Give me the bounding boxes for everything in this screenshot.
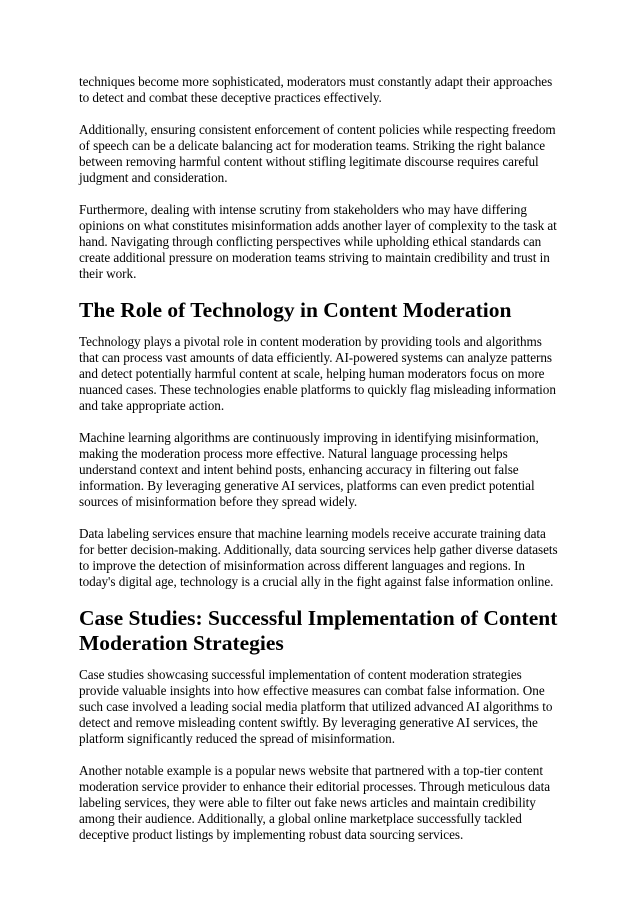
paragraph-technology-role: Technology plays a pivotal role in content moderation by providing tools and algorithms that can process vast amounts of data efficiently. AI-powered systems can analyze patterns and detect potentially harmful content at scale, helping human moderators focus on more nuanced cases. These technologies enable platforms to quickly flag misleading information and take appropriate action.	[79, 334, 556, 413]
paragraph-stakeholder-scrutiny: Furthermore, dealing with intense scrutiny from stakeholders who may have differing opinions on what constitutes misinformation adds another layer of complexity to the task at hand. Navigating through conflicting perspectives while upholding ethical standards can create additional pressure on moderation teams striving to maintain credibility and trust in their work.	[79, 202, 557, 281]
paragraph-case-studies: Case studies showcasing successful implementation of content moderation strategies provide valuable insights into how effective measures can combat false information. One such case involved a leading social media platform that utilized advanced AI algorithms to detect and remove misleading content swiftly. By leveraging generative AI services, the platform significantly reduced the spread of misinformation.	[79, 667, 553, 746]
paragraph-consistent-enforcement: Additionally, ensuring consistent enforcement of content policies while respecting freedom of speech can be a delicate balancing act for moderation teams. Striking the right balance between removing harmful content without stifling legitimate discourse requires careful judgment and consideration.	[79, 122, 556, 185]
paragraph-data-labeling: Data labeling services ensure that machine learning models receive accurate training data for better decision-making. Additionally, data sourcing services help gather diverse datasets to improve the detection of misinformation across different languages and regions. In today's digital age, technology is a crucial ally in the fight against false information online.	[79, 526, 558, 589]
heading-case-studies: Case Studies: Successful Implementation of Content Moderation Strategies	[79, 606, 558, 655]
document-page	[79, 74, 561, 859]
paragraph-news-website-example: Another notable example is a popular news website that partnered with a top-tier content moderation service provider to enhance their editorial processes. Through meticulous data labeling services, they were able to filter out fake news articles and maintain credibility among their audience. Additionally, a global online marketplace successfully tackled deceptive product listings by implementing robust data sourcing services.	[79, 763, 550, 842]
paragraph-machine-learning: Machine learning algorithms are continuously improving in identifying misinformation, making the moderation process more effective. Natural language processing helps understand context and intent behind posts, enhancing accuracy in filtering out false information. By leveraging generative AI services, platforms can even predict potential sources of misinformation before they spread widely.	[79, 430, 539, 509]
heading-role-of-technology: The Role of Technology in Content Moderation	[79, 298, 512, 322]
paragraph-deceptive-practices: techniques become more sophisticated, moderators must constantly adapt their approaches to detect and combat these deceptive practices effectively.	[79, 74, 553, 105]
